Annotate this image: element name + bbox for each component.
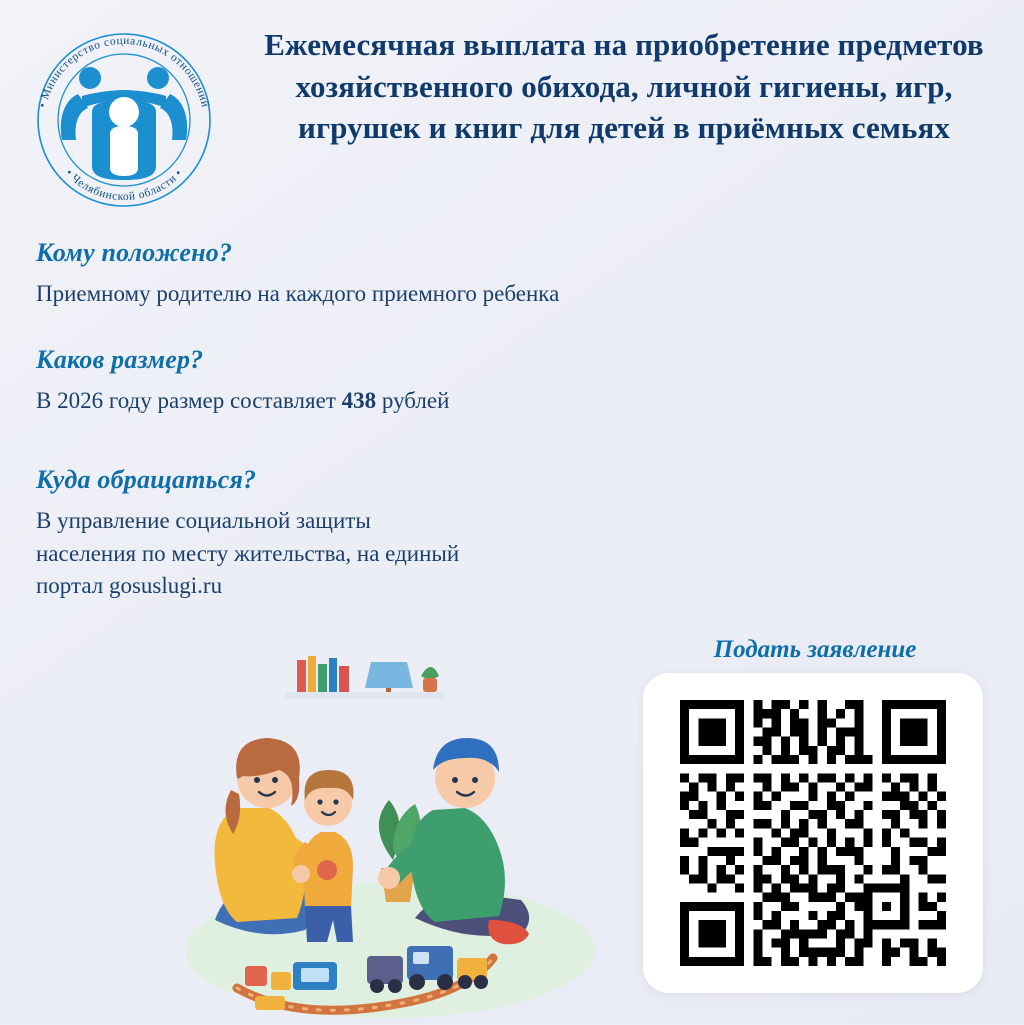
qa-answer-size-suffix: рублей bbox=[376, 388, 450, 413]
page-title: Ежемесячная выплата на приобретение предметов хозяйственного обихода, личной гигиены, игр, игрушек и книг для детей в приёмных семьях bbox=[264, 27, 984, 146]
svg-text:• Министерство социальных отно: • Министерство социальных отношений bbox=[36, 34, 212, 109]
logo-ring-text-bottom bbox=[230, 16, 231, 17]
qr-card[interactable] bbox=[643, 673, 983, 993]
qa-question-who: Кому положено? bbox=[36, 238, 233, 267]
qr-caption: Подать заявление bbox=[713, 636, 917, 663]
qa-answer-size-prefix: В 2026 году размер составляет bbox=[36, 388, 342, 413]
qa-answer-who-text: Приемному родителю на каждого приемного ребенка bbox=[36, 281, 560, 306]
ministry-logo-svg bbox=[18, 16, 230, 216]
qa-answer-where: В управление социальной защиты населения по месту жительства, на единый портал gosuslugi.ru bbox=[36, 508, 460, 599]
qa-answer-who bbox=[36, 278, 796, 311]
qa-block-where bbox=[36, 465, 466, 603]
illustration-svg bbox=[175, 620, 605, 1020]
family-playing-with-child-illustration bbox=[175, 620, 605, 1020]
qa-question-size: Каков размер? bbox=[36, 345, 204, 374]
qa-block-size bbox=[36, 345, 796, 418]
qa-question-where: Куда обращаться? bbox=[36, 465, 257, 494]
qa-answer-size bbox=[36, 385, 796, 418]
ministry-logo bbox=[18, 16, 230, 216]
qa-block-who bbox=[36, 238, 796, 311]
svg-text:• Челябинской области •: • Челябинской области • bbox=[62, 167, 186, 204]
qr-code[interactable] bbox=[670, 700, 956, 966]
logo-ring-text-top bbox=[230, 16, 231, 17]
qa-answer-size-amount: 438 bbox=[341, 388, 377, 413]
